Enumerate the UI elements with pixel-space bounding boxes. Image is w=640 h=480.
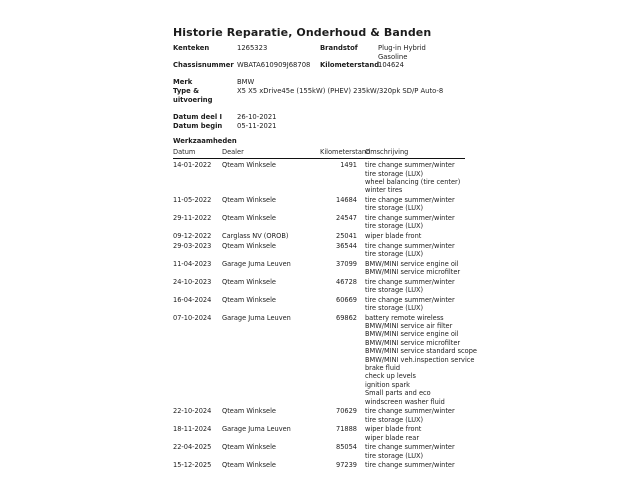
job-item: tire storage (LUX) [365,204,424,213]
kenteken-label: Kenteken [173,44,210,52]
job-item: BMW/MINI service microfilter [365,338,461,347]
record-dealer: Qteam Winksele [222,161,276,170]
job-item: tire change summer/winter [365,196,455,204]
record-jobs [357,407,459,424]
record-dealer: Carglass NV (OROB) [222,232,289,240]
job-item: tire change summer/winter [365,295,455,304]
record-jobs [357,443,459,460]
job-item: check up levels [365,372,416,381]
record-dealer: Garage Juma Leuven [222,313,291,322]
job-item: BMW/MINI service microfilter [365,268,461,276]
record-dealer: Qteam Winksele [222,277,276,286]
record-kilometerstand: 37099 [336,259,357,268]
table-row [173,296,465,313]
record-jobs [357,161,459,195]
record-kilometerstand: 60669 [336,295,357,304]
spacer [173,70,465,78]
record-dealer: Qteam Winksele [222,241,276,250]
werkzaamheden-heading: Werkzaamheden [173,136,237,145]
record-kilometerstand: 36544 [336,241,357,250]
record-date: 07-10-2024 [173,313,212,322]
job-item: tire storage (LUX) [365,250,424,258]
job-item: tire change summer/winter [365,407,455,416]
record-date: 16-04-2024 [173,295,212,304]
record-dealer: Qteam Winksele [222,461,276,470]
record-date: 24-10-2023 [173,277,212,286]
job-item: tire storage (LUX) [365,169,424,178]
job-item: tire change summer/winter [365,443,455,452]
table-row [173,242,465,259]
brandstof-label: Brandstof [320,44,358,52]
job-item: tire storage (LUX) [365,222,424,231]
registration-dates-section [173,113,465,131]
spacer [173,105,465,113]
record-jobs [357,260,459,277]
record-kilometerstand: 97239 [336,461,357,470]
record-kilometerstand: 14684 [336,196,357,204]
record-dealer: Qteam Winksele [222,443,276,452]
merk-label: Merk [173,77,193,86]
record-dealer: Garage Juma Leuven [222,259,291,268]
chassisnummer-value: WBATA610909J68708 [237,61,311,70]
column-header-dealer: Dealer [222,147,244,156]
record-date: 22-10-2024 [173,407,212,416]
job-item: tire change summer/winter [365,461,455,470]
job-item: tire change summer/winter [365,161,455,170]
table-row [173,232,465,240]
record-date: 29-11-2022 [173,214,212,222]
job-item: tire change summer/winter [365,241,455,250]
job-item: wiper blade front [365,232,422,240]
job-item: BMW/MINI veh.inspection service [365,355,475,364]
datum-begin-value: 05-11-2021 [237,121,277,130]
kilometerstand-value: 104624 [378,61,404,70]
job-item: tire change summer/winter [365,277,455,286]
job-item: tire change summer/winter [365,214,455,222]
record-kilometerstand: 71888 [336,425,357,434]
job-item: tire storage (LUX) [365,304,424,312]
column-header-omschrijving: Omschrijving [365,147,409,156]
job-item: BMW/MINI service standard scope [365,347,477,356]
record-jobs [357,242,459,259]
page-title: Historie Reparatie, Onderhoud & Banden [173,26,432,39]
job-item: tire storage (LUX) [365,451,424,460]
job-item: wheel balancing (tire center) [365,178,461,186]
job-item: wiper blade front [365,425,422,434]
brandstof-value-line1: Plug-in Hybrid [378,44,426,52]
job-item: tire storage (LUX) [365,415,424,424]
record-kilometerstand: 46728 [336,277,357,286]
type-uitvoering-label: Type & uitvoering [173,86,213,104]
vehicle-id-section [173,44,465,70]
table-row [173,443,465,460]
record-kilometerstand: 69862 [336,313,357,322]
record-dealer: Qteam Winksele [222,196,276,204]
table-row [173,425,465,442]
job-item: wiper blade rear [365,433,420,442]
record-kilometerstand: 24547 [336,214,357,222]
record-dealer: Garage Juma Leuven [222,425,291,434]
record-jobs [357,232,459,240]
table-row [173,278,465,295]
brandstof-value-line2: Gasoline [378,52,408,61]
kilometerstand-label: Kilometerstand [320,61,380,70]
column-header-datum: Datum [173,147,196,156]
record-kilometerstand: 25041 [336,232,357,240]
record-date: 11-05-2022 [173,196,212,204]
record-date: 29-03-2023 [173,241,212,250]
job-item: windscreen washer fluid [365,397,445,406]
kenteken-value: 1265323 [237,44,268,52]
table-row [173,407,465,424]
worklog-table-header [173,148,465,159]
vehicle-history-document [173,26,477,471]
job-item: tire storage (LUX) [365,286,424,294]
record-jobs [357,278,459,295]
record-date: 15-12-2025 [173,461,212,470]
datum-begin-label: Datum begin [173,121,223,130]
job-item: brake fluid [365,364,401,373]
chassisnummer-label: Chassisnummer [173,61,234,70]
record-dealer: Qteam Winksele [222,214,276,222]
record-date: 14-01-2022 [173,161,212,170]
record-dealer: Qteam Winksele [222,407,276,416]
record-jobs [357,425,459,442]
record-date: 11-04-2023 [173,259,212,268]
record-date: 18-11-2024 [173,425,212,434]
record-jobs [357,461,459,469]
record-date: 22-04-2025 [173,443,212,452]
table-row [173,214,465,231]
record-jobs [357,296,459,313]
record-kilometerstand: 1491 [340,161,357,170]
table-row [173,260,465,277]
vehicle-model-section [173,78,465,105]
job-item: Small parts and eco [365,389,431,398]
job-item: battery remote wireless [365,313,444,322]
record-kilometerstand: 85054 [336,443,357,452]
datum-deel-value: 26-10-2021 [237,112,277,121]
merk-value: BMW [237,77,255,86]
job-item: winter tires [365,186,403,195]
job-item: BMW/MINI service engine oil [365,330,459,339]
datum-deel-label: Datum deel I [173,112,223,121]
table-row [173,196,465,213]
brandstof-value [378,44,465,61]
job-item: ignition spark [365,380,410,389]
table-row [173,313,477,406]
table-row [173,461,465,469]
record-jobs [357,214,459,231]
job-item: BMW/MINI service air filter [365,322,453,330]
record-jobs [357,196,459,213]
record-dealer: Qteam Winksele [222,295,276,304]
column-header-kilometerstand: Kilometerstand [320,147,371,156]
job-item: BMW/MINI service engine oil [365,259,459,268]
worklog-table-body [173,161,477,470]
record-jobs [357,313,477,406]
record-date: 09-12-2022 [173,232,212,240]
type-uitvoering-value: X5 X5 xDrive45e (155kW) (PHEV) 235kW/320pk SD/P Auto-8 [237,86,444,95]
record-kilometerstand: 70629 [336,407,357,416]
table-row [173,161,465,195]
